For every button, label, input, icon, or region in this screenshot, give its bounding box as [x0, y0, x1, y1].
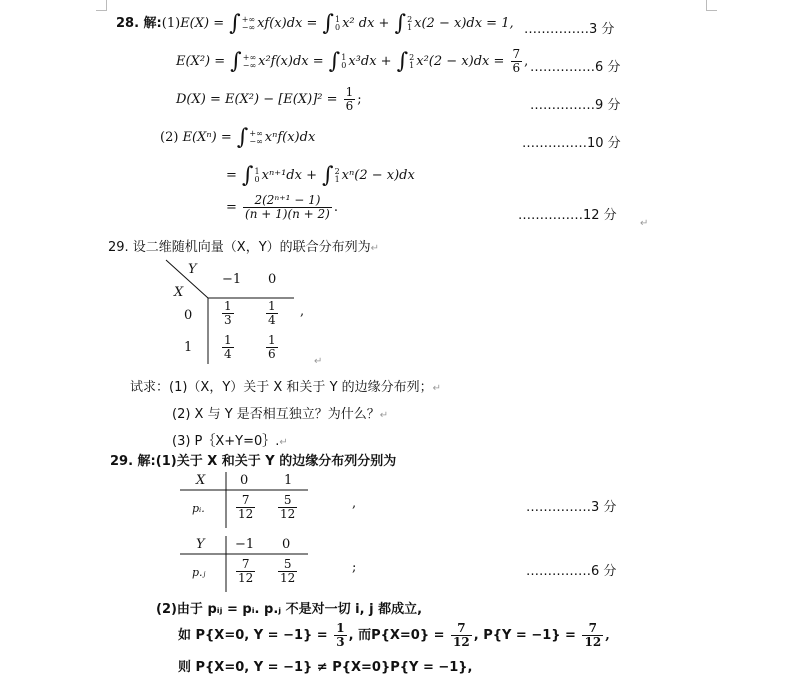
integral-sign: ∫ [322, 11, 334, 36]
cell-fraction: $\frac{1}{4}$ [268, 299, 276, 327]
row-label: pᵢ. [192, 502, 205, 515]
q28-l5-a: xⁿ⁺¹dx + [261, 168, 317, 183]
integral-sign: ∫ [236, 125, 249, 150]
integral-sign: ∫ [230, 49, 242, 74]
integral-limits: 1 0 [335, 14, 341, 32]
q28-l1-b: x² dx + [342, 16, 390, 31]
q28-l4-score: ……………10 分 [522, 136, 621, 151]
table-head: 1 [284, 473, 293, 488]
page-corner-mark-right [706, 0, 717, 11]
integral-sign: ∫ [242, 163, 254, 188]
q28-l1-a: xf(x)dx = [257, 16, 318, 31]
page-corner-mark-left [96, 0, 107, 11]
q28-l5-b: xⁿ(2 − x)dx [341, 168, 415, 183]
table-head: Y [196, 537, 205, 552]
col-header: −1 [222, 272, 242, 287]
integral-limits: 2 1 [407, 14, 413, 32]
fraction: $\frac{\text{2(2ⁿ⁺¹ − 1)}}{(n + 1)(n + 2)}$ [245, 193, 330, 221]
row-header: 0 [184, 308, 193, 323]
cell-fraction: $\frac{5}{12}$ [280, 557, 296, 585]
q28-line-3: D(X) = E(X²) − [E(X)]² = $\frac{1}{6}$ ; [176, 85, 362, 113]
q29-sub2: (2) X 与 Y 是否相互独立？为什么？↵ [172, 407, 389, 422]
integral-sign: ∫ [229, 11, 241, 36]
q28-head: 28. 解: [116, 16, 162, 31]
q28-l4-lab: (2) [160, 130, 179, 145]
q28-l2-c: x²(2 − x)dx = [416, 54, 505, 69]
q29-sub3: (3) P｛X+Y=0｝.↵ [172, 434, 288, 449]
q29-sub1: 试求：(1)（X，Y）关于 X 和关于 Y 的边缘分布列；↵ [130, 380, 442, 395]
q28-line-5: = ∫ 1 0 xⁿ⁺¹dx + ∫ 2 1 xⁿ(2 − x)dx [226, 163, 415, 188]
cell-fraction: $\frac{1}{4}$ [224, 333, 232, 361]
fraction: $\frac{7}{6}$ [512, 47, 521, 75]
fraction: $\frac{7}{12}$ [584, 621, 602, 649]
integral-limits: 2 1 [334, 166, 340, 184]
cell-fraction: $\frac{1}{6}$ [268, 333, 276, 361]
t2-score: ……………6 分 [526, 564, 617, 579]
t1-score: ……………3 分 [526, 500, 617, 515]
table-head: 0 [240, 473, 249, 488]
q29-sol-line-4: 则 P{X=0, Y = −1} ≠ P{X=0}P{Y = −1}, [178, 660, 473, 675]
cell-fraction: $\frac{1}{3}$ [224, 299, 232, 327]
q28-l1-score: ……………3 分 [524, 22, 615, 37]
q29-sol-line-2: (2)由于 pᵢⱼ = pᵢ. p.ⱼ 不是对一切 i, j 都成立, [156, 602, 423, 617]
table-head: X [196, 473, 206, 488]
q28-l2-score: ……………6 分 [530, 60, 621, 75]
t1-tail: , [352, 496, 357, 511]
col-header: 0 [268, 272, 277, 287]
fraction: $\frac{1}{3}$ [336, 621, 345, 649]
marginal-y-table [180, 536, 310, 594]
q28-l6-score: ……………12 分 [518, 208, 617, 223]
table-y-label: Y [188, 262, 197, 277]
integral-limits: 1 0 [341, 52, 347, 70]
integral-limits: 2 1 [409, 52, 415, 70]
integral-sign: ∫ [328, 49, 341, 74]
fraction: $\frac{7}{12}$ [453, 621, 470, 649]
integral-limits: 1 0 [254, 166, 260, 184]
q28-l3-lhs: D(X) = E(X²) − [E(X)]² = [176, 92, 338, 107]
q28-l1-c: x(2 − x)dx = 1, [414, 16, 514, 31]
q28-l2-lhs: E(X²) = [176, 54, 226, 69]
q29-text: 29. 设二维随机向量（X，Y）的联合分布列为↵ [108, 240, 380, 255]
cell-fraction: $\frac{7}{12}$ [238, 557, 254, 585]
q28-l1-lhs: E(X) = [180, 16, 225, 31]
integral-sign: ∫ [322, 163, 334, 188]
table-x-label: X [174, 285, 184, 300]
q28-l4-lhs: E(Xⁿ) = [182, 130, 232, 145]
integral-limits: +∞ −∞ [241, 14, 256, 32]
q28-line-6: = $\frac{\text{2(2ⁿ⁺¹ − 1)}}{(n + 1)(n + 2)}$ . [226, 193, 339, 221]
cell-fraction: $\frac{5}{12}$ [280, 493, 296, 521]
q28-l2-a: x²f(x)dx = [258, 54, 324, 69]
q28-l3-score: ……………9 分 [530, 98, 621, 113]
paragraph-mark: ↵ [314, 356, 323, 367]
integral-sign: ∫ [396, 49, 409, 74]
q28-line-1 [116, 8, 514, 36]
integral-sign: ∫ [394, 11, 407, 36]
q29-joint-table [160, 258, 310, 366]
paragraph-mark: ↵ [640, 218, 649, 229]
row-header: 1 [184, 340, 193, 355]
table-head: 0 [282, 537, 291, 552]
t2-tail: ; [352, 560, 357, 575]
integral-limits: +∞ −∞ [242, 52, 257, 70]
table-comma: , [300, 304, 305, 319]
q28-l4-a: xⁿf(x)dx [264, 130, 316, 145]
row-label: p.ⱼ [192, 566, 206, 579]
q28-line-4 [160, 122, 316, 150]
cell-fraction: $\frac{7}{12}$ [238, 493, 254, 521]
fraction: $\frac{1}{6}$ [345, 85, 354, 113]
q28-l1-lab: (1) [161, 16, 181, 31]
marginal-x-table [180, 472, 310, 530]
table-head: −1 [235, 537, 255, 552]
integral-limits: +∞ −∞ [249, 128, 263, 146]
q29-sol-line-1: 29. 解:(1)关于 X 和关于 Y 的边缘分布列分别为 [110, 454, 397, 469]
q29-sol-line-3: 如 P{X=0, Y = −1} = $\frac{1}{3}$ , 而P{X=0} = $\frac{7}{12}$ , P{Y = −1} = $\frac{7}{12}$ , [178, 621, 610, 649]
q28-l2-b: x³dx + [348, 54, 392, 69]
q28-line-2: E(X²) = ∫ +∞ −∞ x²f(x)dx = ∫ 1 0 x³dx + ∫ 2 1 x²(2 − x)dx = $\frac{7}{6}$ , [176, 47, 529, 75]
